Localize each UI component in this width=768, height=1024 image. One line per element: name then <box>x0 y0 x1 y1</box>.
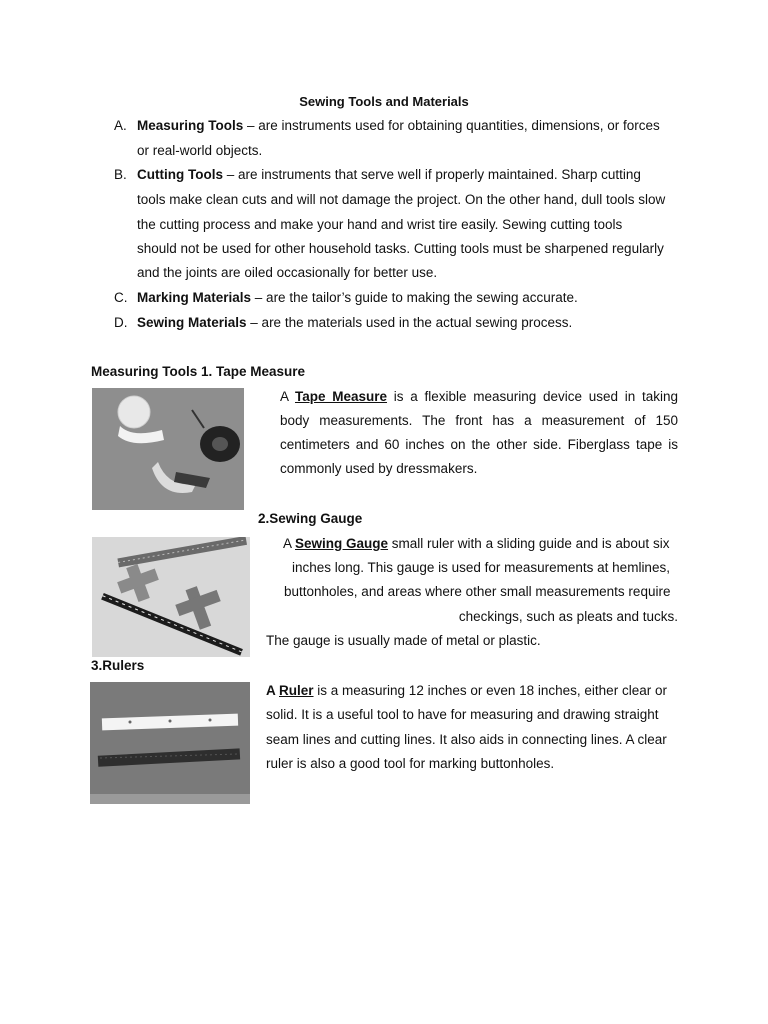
paragraph-line: ruler is also a good tool for marking buttonholes. <box>266 756 555 771</box>
paragraph-line: commonly used by dressmakers. <box>280 461 478 476</box>
section-heading: 2.Sewing Gauge <box>258 511 363 526</box>
list-item <box>137 290 578 306</box>
paragraph-line: body measurements. The front has a measurement of 150 <box>280 413 678 428</box>
list-text: – are instruments used for obtaining quantities, dimensions, or forces <box>243 118 660 133</box>
paragraph-line: The gauge is usually made of metal or plastic. <box>266 633 541 648</box>
sewing-gauge-image <box>92 537 250 657</box>
list-term: Measuring Tools <box>137 118 244 133</box>
paragraph-line: centimeters and 60 inches on the other side. Fiberglass tape is <box>280 437 678 452</box>
intro-article: A <box>280 389 295 404</box>
tape-measure-paragraph <box>280 389 678 477</box>
list-text: tools make clean cuts and will not damage the project. On the other hand, dull tools slow <box>137 192 666 207</box>
tape-measure-image <box>92 388 244 510</box>
section-heading: 3.Rulers <box>91 658 145 673</box>
list-term: Sewing Materials <box>137 315 247 330</box>
intro-article: A <box>283 536 296 551</box>
rulers-image <box>90 682 250 804</box>
term-tape-measure: Tape Measure <box>295 389 388 404</box>
paragraph-line: buttonholes, and areas where other small measurements require <box>284 584 671 599</box>
paragraph-line: solid. It is a useful tool to have for measuring and drawing straight <box>266 707 659 722</box>
list-text: – are the materials used in the actual sewing process. <box>246 315 573 330</box>
paragraph-text: small ruler with a sliding guide and is about six <box>388 536 670 551</box>
paragraph-line: seam lines and cutting lines. It also aids in connecting lines. A clear <box>266 732 667 747</box>
list-item <box>137 315 572 331</box>
list-marker: C. <box>114 290 128 305</box>
list-term: Marking Materials <box>137 290 252 305</box>
term-sewing-gauge: Sewing Gauge <box>295 536 389 551</box>
paragraph-text: is a flexible measuring device used in taking <box>387 389 678 404</box>
list-item <box>137 167 641 183</box>
list-text: – are instruments that serve well if properly maintained. Sharp cutting <box>222 167 641 182</box>
term-ruler: Ruler <box>279 683 314 698</box>
paragraph-line: checkings, such as pleats and tucks. <box>458 609 678 624</box>
paragraph-line <box>266 683 667 699</box>
list-term: Cutting Tools <box>137 167 223 182</box>
list-marker: B. <box>114 167 127 182</box>
list-marker: D. <box>114 315 128 330</box>
list-text: the cutting process and make your hand and wrist tire easily. Sewing cutting tools <box>137 217 623 232</box>
list-text: – are the tailor’s guide to making the sewing accurate. <box>251 290 578 305</box>
intro-article: A <box>266 683 279 698</box>
page-title: Sewing Tools and Materials <box>299 94 469 109</box>
paragraph-line <box>280 389 678 405</box>
list-marker: A. <box>114 118 127 133</box>
paragraph-text: is a measuring 12 inches or even 18 inches, either clear or <box>313 683 667 698</box>
section-heading: Measuring Tools 1. Tape Measure <box>91 364 306 379</box>
list-text: or real-world objects. <box>137 143 263 158</box>
list-text: should not be used for other household tasks. Cutting tools must be sharpened regularly <box>137 241 664 256</box>
list-text: and the joints are oiled occasionally for better use. <box>137 265 438 280</box>
list-item <box>137 118 660 134</box>
paragraph-line <box>283 536 669 552</box>
paragraph-line: inches long. This gauge is used for measurements at hemlines, <box>292 560 670 575</box>
